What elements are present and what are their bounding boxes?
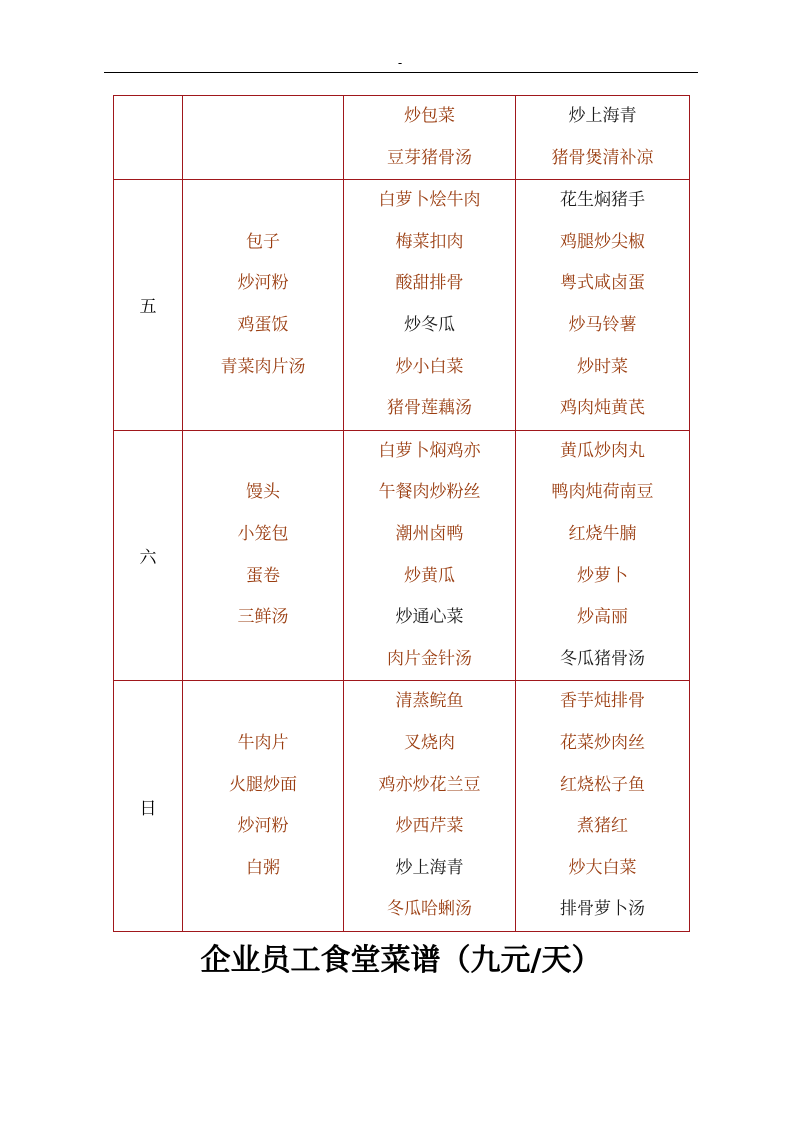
dish-item: 梅菜扣肉 <box>395 231 464 252</box>
dish-item: 红烧松子鱼 <box>560 774 645 795</box>
page-header-mark: - <box>397 56 403 70</box>
dish-item: 蛋卷 <box>246 565 280 586</box>
dish-item: 牛肉片 <box>237 732 289 753</box>
dish-item: 清蒸鲩鱼 <box>395 691 464 712</box>
breakfast-cell <box>183 681 344 932</box>
dish-item: 青菜肉片汤 <box>220 356 306 377</box>
dish-item: 花菜炒肉丝 <box>560 732 645 753</box>
dish-item: 鸡蛋饭 <box>237 314 289 335</box>
dish-item: 炒黄瓜 <box>404 565 455 586</box>
dish-item: 红烧牛腩 <box>568 523 637 544</box>
dinner-cell <box>516 430 690 681</box>
dish-item: 炒包菜 <box>404 106 455 126</box>
menu-table <box>113 95 690 932</box>
lunch-cell <box>344 180 516 431</box>
day-cell <box>114 96 183 180</box>
table-row <box>114 681 690 932</box>
dish-item: 午餐肉炒粉丝 <box>378 482 481 503</box>
breakfast-cell <box>183 430 344 681</box>
dish-item: 馒头 <box>246 482 280 503</box>
dish-item: 冬瓜猪骨汤 <box>560 648 645 669</box>
lunch-cell <box>344 430 516 681</box>
dish-item: 叉烧肉 <box>404 732 455 753</box>
dish-item: 炒萝卜 <box>577 565 628 586</box>
dish-item: 鸡腿炒尖椒 <box>560 231 645 252</box>
table-row <box>114 430 690 681</box>
dish-item: 小笼包 <box>237 523 289 544</box>
breakfast-cell <box>183 96 344 180</box>
dish-item: 火腿炒面 <box>229 774 297 795</box>
dish-item: 肉片金针汤 <box>387 648 472 669</box>
dish-item: 炒高丽 <box>577 607 628 628</box>
dinner-cell <box>516 180 690 431</box>
dish-item: 粤式咸卤蛋 <box>560 273 645 294</box>
dish-item: 炒小白菜 <box>395 356 464 377</box>
menu-table-body <box>114 96 690 932</box>
dish-item: 白粥 <box>246 857 280 878</box>
day-cell: 六 <box>114 430 183 681</box>
day-cell: 五 <box>114 180 183 431</box>
lunch-cell <box>344 96 516 180</box>
dish-item: 三鲜汤 <box>237 607 289 628</box>
dish-item: 豆芽猪骨汤 <box>387 147 472 168</box>
dish-item: 煮猪红 <box>577 816 628 837</box>
dish-item: 香芋炖排骨 <box>560 691 645 712</box>
dish-item: 潮州卤鸭 <box>395 523 464 544</box>
dinner-cell <box>516 681 690 932</box>
dish-item: 鸡肉炖黄芪 <box>560 398 645 419</box>
dish-item: 猪骨莲藕汤 <box>387 398 472 419</box>
breakfast-cell <box>183 180 344 431</box>
dish-item: 炒通心菜 <box>395 607 464 628</box>
dish-item: 炒冬瓜 <box>404 314 455 335</box>
dish-item: 白萝卜烩牛肉 <box>378 190 481 211</box>
day-cell: 日 <box>114 681 183 932</box>
dish-item: 冬瓜哈蜊汤 <box>387 899 472 920</box>
dish-item: 花生焖猪手 <box>560 190 645 211</box>
dinner-cell <box>516 96 690 180</box>
dish-item: 白萝卜焖鸡亦 <box>378 440 481 461</box>
dish-item: 炒河粉 <box>237 816 289 837</box>
dish-item: 黄瓜炒肉丸 <box>560 440 645 461</box>
header-rule <box>104 72 698 73</box>
dish-item: 猪骨煲清补凉 <box>551 147 654 168</box>
dish-item: 炒河粉 <box>237 273 289 294</box>
dish-item: 鸡亦炒花兰豆 <box>378 774 481 795</box>
dish-item: 包子 <box>246 231 280 252</box>
table-row <box>114 180 690 431</box>
dish-item: 炒上海青 <box>568 106 637 126</box>
dish-item: 炒时菜 <box>577 356 628 377</box>
dish-item: 炒大白菜 <box>568 857 637 878</box>
table-row <box>114 96 690 180</box>
dish-item: 鸭肉炖荷南豆 <box>551 482 654 503</box>
dish-item: 炒西芹菜 <box>395 816 464 837</box>
dish-item: 炒马铃薯 <box>568 314 637 335</box>
dish-item: 排骨萝卜汤 <box>560 899 645 920</box>
dish-item: 酸甜排骨 <box>395 273 464 294</box>
lunch-cell <box>344 681 516 932</box>
dish-item: 炒上海青 <box>395 857 464 878</box>
document-title: 企业员工食堂菜谱（九元/天） <box>200 943 602 978</box>
